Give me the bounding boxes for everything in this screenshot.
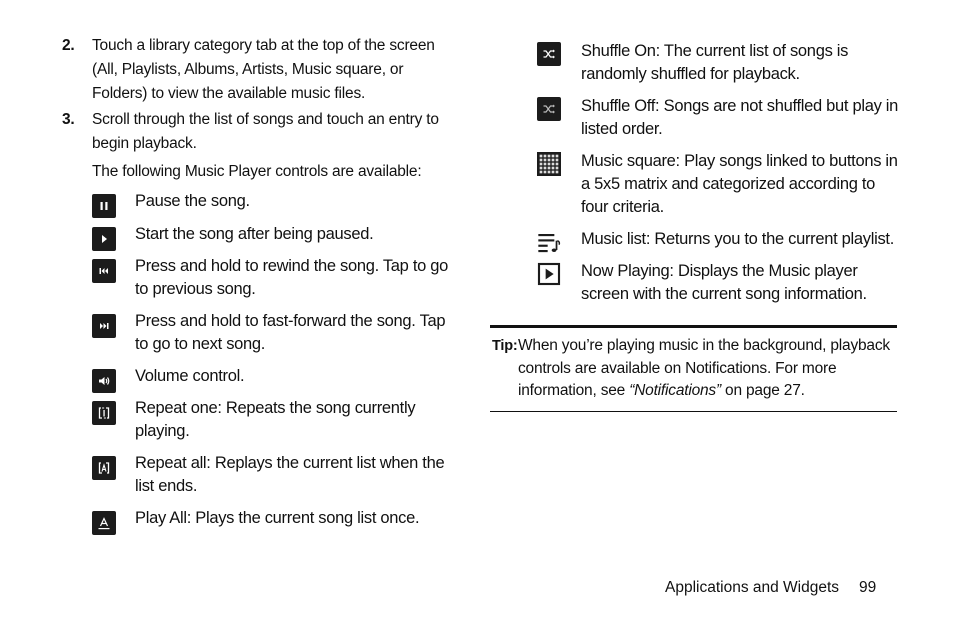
music-square-icon [537, 152, 561, 176]
play-all-icon [92, 511, 116, 535]
control-item-now-playing [490, 260, 900, 306]
control-item-rewind [62, 255, 462, 301]
step-3 [62, 108, 462, 156]
play-icon [92, 227, 116, 251]
now-playing-icon [537, 262, 561, 286]
control-item-music-square [490, 150, 900, 219]
control-text: Music list: Returns you to the current playlist. [581, 230, 894, 248]
step-number: 3. [62, 111, 75, 128]
control-item-shuffle-on [490, 40, 900, 86]
repeat-one-icon [92, 401, 116, 425]
controls-intro: The following Music Player controls are available: [92, 163, 422, 180]
step-2 [62, 34, 462, 106]
footer-section: Applications and Widgets [665, 579, 840, 596]
pause-icon [92, 194, 116, 218]
control-text: Repeat one: Repeats the song currently playing. [135, 399, 416, 440]
control-text: Repeat all: Replays the current list when the list ends. [135, 454, 445, 495]
step-number: 2. [62, 37, 75, 54]
control-text: Shuffle Off: Songs are not shuffled but play in listed order. [581, 97, 899, 138]
control-text: Now Playing: Displays the Music player screen with the current song information. [581, 262, 867, 303]
control-text: Start the song after being paused. [135, 225, 374, 243]
control-item-music-list [490, 228, 900, 251]
step-text: Touch a library category tab at the top of the screen (All, Playlists, Albums, Artists, Music square, or Folders) to view the available music files. [92, 37, 435, 102]
control-text: Shuffle On: The current list of songs is randomly shuffled for playback. [581, 42, 849, 83]
tip-text: When you’re playing music in the background, playback controls are available on Notifications. For more information, see [518, 337, 890, 399]
fast-forward-icon [92, 314, 116, 338]
tip-content [490, 335, 897, 403]
control-item-shuffle-off [490, 95, 900, 141]
control-text: Play All: Plays the current song list once. [135, 509, 420, 527]
control-text: Music square: Play songs linked to buttons in a 5x5 matrix and categorized according to four criteria. [581, 152, 898, 216]
control-text: Press and hold to fast-forward the song. Tap to go to next song. [135, 312, 446, 353]
tip-label: Tip: [492, 338, 518, 354]
tip-box [490, 325, 897, 412]
control-item-fast-forward [62, 310, 462, 356]
repeat-all-icon [92, 456, 116, 480]
left-column [62, 34, 462, 530]
volume-icon [92, 369, 116, 393]
control-text: Volume control. [135, 367, 245, 385]
rewind-icon [92, 259, 116, 283]
right-column [490, 40, 900, 306]
step-text: Scroll through the list of songs and touch an entry to begin playback. [92, 111, 439, 152]
control-item-play-all [62, 507, 462, 530]
control-text: Pause the song. [135, 192, 250, 210]
control-item-repeat-one [62, 397, 462, 443]
control-item-play [62, 223, 462, 246]
control-item-repeat-all [62, 452, 462, 498]
page-number: 99 [859, 579, 877, 596]
shuffle-off-icon [537, 97, 561, 121]
music-list-icon [537, 230, 561, 254]
control-item-volume [62, 365, 462, 388]
tip-link[interactable]: “Notifications” [629, 382, 721, 399]
control-item-pause [62, 190, 462, 213]
shuffle-on-icon [537, 42, 561, 66]
control-text: Press and hold to rewind the song. Tap to go to previous song. [135, 257, 449, 298]
tip-text-after: on page 27. [720, 382, 805, 399]
